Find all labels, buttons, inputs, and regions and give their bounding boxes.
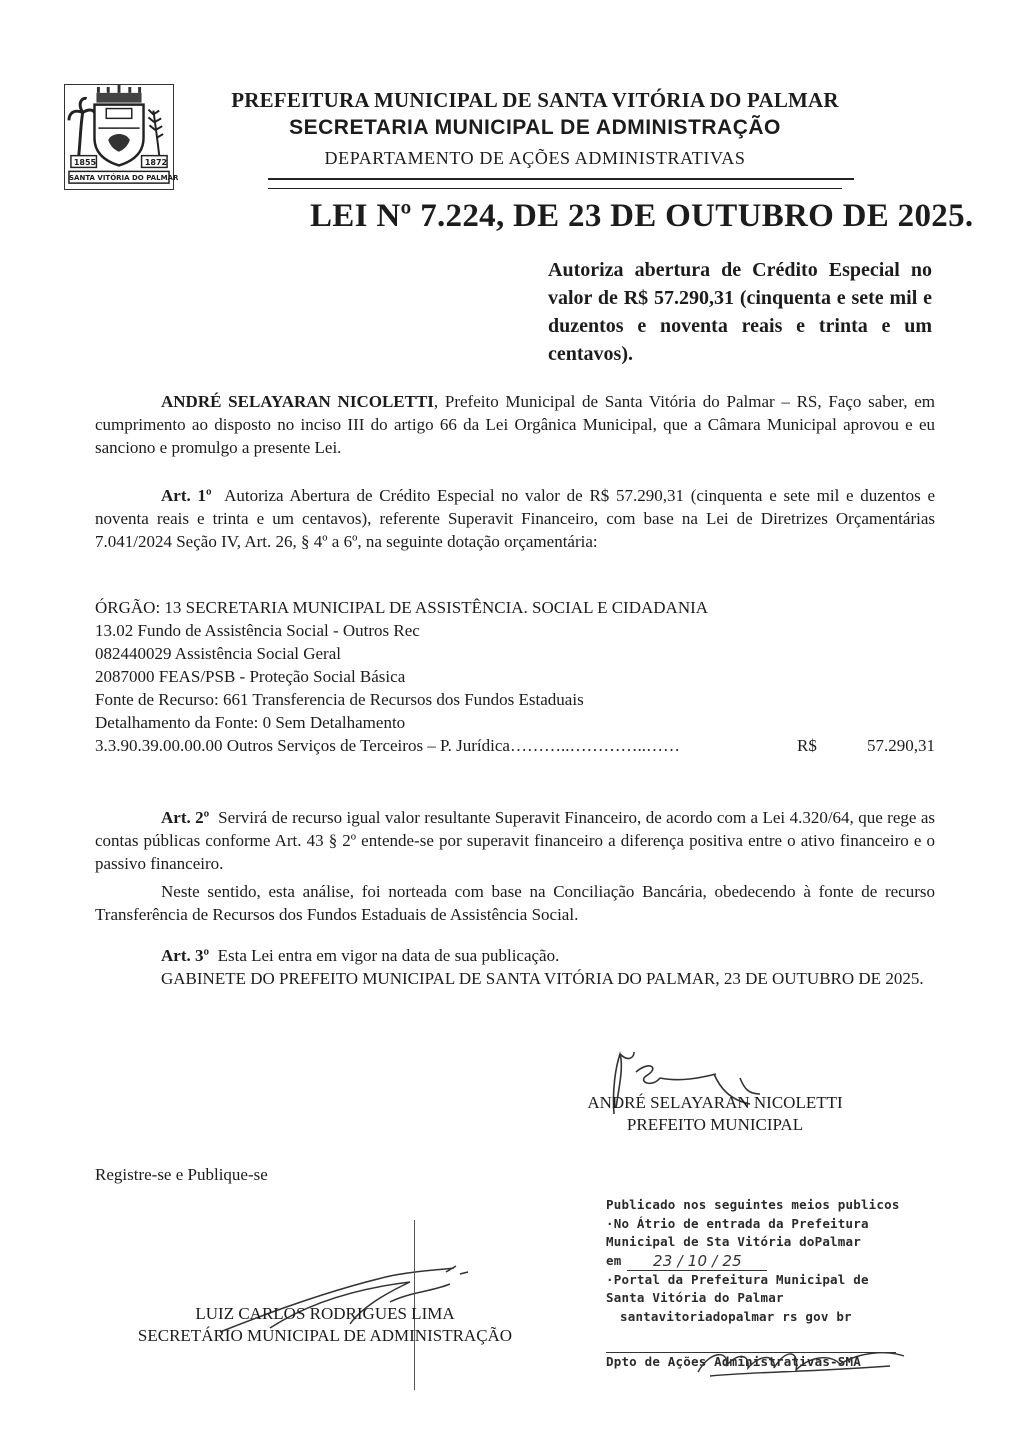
stamp-line-5: ·Portal da Prefeitura Municipal de xyxy=(606,1271,869,1287)
dotacao-orgao: ÓRGÃO: 13 SECRETARIA MUNICIPAL DE ASSISTÊNCIA. SOCIAL E CIDADANIA xyxy=(95,598,709,617)
article-2-text: Servirá de recurso igual valor resultante Superavit Financeiro, de acordo com a Lei 4.320/64, que rege as contas públicas conforme Art. 43 § 2º entende-se por superavit financeiro a diferença positiva entre o ativo financeiro e o passivo financeiro. xyxy=(95,808,935,873)
crest-year-left: 1855 xyxy=(73,158,97,167)
mayor-name: ANDRÉ SELAYARAN NICOLETTI xyxy=(587,1093,843,1112)
budget-allocation xyxy=(95,596,935,757)
mayor-title: PREFEITO MUNICIPAL xyxy=(626,1115,804,1134)
article-1-label: Art. 1º xyxy=(161,486,212,505)
crest-motto: SANTA VITÓRIA DO PALMAR xyxy=(69,174,179,182)
dotacao-elemento-row xyxy=(95,734,935,757)
header-secretaria: SECRETARIA MUNICIPAL DE ADMINISTRAÇÃO xyxy=(289,116,781,139)
gabinete-line: GABINETE DO PREFEITO MUNICIPAL DE SANTA VITÓRIA DO PALMAR, 23 DE OUTUBRO DE 2025. xyxy=(161,969,924,988)
secretary-title: SECRETÁRIO MUNICIPAL DE ADMINISTRAÇÃO xyxy=(137,1326,513,1345)
dotacao-unidade: 13.02 Fundo de Assistência Social - Outros Rec xyxy=(95,621,420,640)
dotacao-acao: 2087000 FEAS/PSB - Proteção Social Básica xyxy=(95,667,406,686)
article-3-text: Esta Lei entra em vigor na data de sua publicação. xyxy=(217,946,560,965)
dotacao-detalhamento: Detalhamento da Fonte: 0 Sem Detalhamento xyxy=(95,713,406,732)
secretary-name: LUIZ CARLOS RODRIGUES LIMA xyxy=(195,1304,455,1323)
registre-line: Registre-se e Publique-se xyxy=(95,1165,268,1184)
stamp-date-row xyxy=(606,1252,916,1271)
municipal-crest xyxy=(64,84,179,190)
article-2 xyxy=(95,806,935,875)
preamble xyxy=(95,390,935,459)
article-2-label: Art. 2º xyxy=(161,808,210,827)
stamp-signature xyxy=(690,1342,910,1382)
stamp-line-2: ·No Átrio de entrada da Prefeitura xyxy=(606,1215,869,1231)
mayor-name-inline: ANDRÉ SELAYARAN NICOLETTI xyxy=(161,392,434,411)
article-3 xyxy=(95,944,935,967)
dotacao-leader: ………..…………..…… xyxy=(509,736,680,755)
stamp-line-1: Publicado nos seguintes meios publicos xyxy=(606,1197,900,1212)
stamp-line-7: santavitoriadopalmar rs gov br xyxy=(620,1308,852,1324)
dotacao-programa: 082440029 Assistência Social Geral xyxy=(95,644,341,663)
stamp-footer: Dpto de Ações Administrativas-SMA xyxy=(606,1354,861,1369)
stamp-date: 23 / 10 / 25 xyxy=(627,1252,767,1271)
header-rule xyxy=(268,178,854,180)
stamp-em-label: em xyxy=(606,1253,622,1268)
stamp-line-6: Santa Vitória do Palmar xyxy=(606,1290,784,1305)
stamp-line-3: Municipal de Sta Vitória doPalmar xyxy=(606,1234,861,1249)
article-1-text: Autoriza Abertura de Crédito Especial no valor de R$ 57.290,31 (cinquenta e sete mil e duzentos e noventa reais e trinta e um centavos), referente Superavit Financeiro, com base na Lei de Diretrizes Orçamentárias 7.041/2024 Seção IV, Art. 26, § 4º a 6º, na seguinte dotação orçamentária: xyxy=(95,486,935,551)
article-3-label: Art. 3º xyxy=(161,946,210,965)
dotacao-fonte: Fonte de Recurso: 661 Transferencia de Recursos dos Fundos Estaduais xyxy=(95,690,584,709)
dotacao-value: 57.290,31 xyxy=(867,736,935,755)
header-rule-thin xyxy=(268,188,842,189)
dotacao-elemento: 3.3.90.39.00.00.00 Outros Serviços de Terceiros – P. Jurídica xyxy=(95,736,510,755)
header-departamento: DEPARTAMENTO DE AÇÕES ADMINISTRATIVAS xyxy=(324,148,746,168)
law-title: LEI Nº 7.224, DE 23 DE OUTUBRO DE 2025. xyxy=(310,198,974,234)
article-1 xyxy=(95,484,935,553)
header-prefeitura: PREFEITURA MUNICIPAL DE SANTA VITÓRIA DO PALMAR xyxy=(231,88,839,112)
crest-year-right: 1872 xyxy=(144,158,168,167)
law-ementa: Autoriza abertura de Crédito Especial no valor de R$ 57.290,31 (cinquenta e sete mil e duzentos e noventa reais e trinta e um centavos). xyxy=(548,259,932,365)
dotacao-currency: R$ xyxy=(797,736,817,755)
article-2-paragraph: Neste sentido, esta análise, foi norteada com base na Conciliação Bancária, obedecendo à fonte de recurso Transferência de Recursos dos Fundos Estaduais de Assistência Social. xyxy=(95,882,935,924)
secretary-signature-block xyxy=(60,1303,590,1347)
mayor-signature-block xyxy=(540,1092,890,1136)
preamble-text: , Prefeito Municipal de Santa Vitória do Palmar – RS, Faço saber, em cumprimento ao disposto no inciso III do artigo 66 da Lei Orgânica Municipal, que a Câmara Municipal aprovou e eu sanciono e promulgo a presente Lei. xyxy=(95,392,936,457)
